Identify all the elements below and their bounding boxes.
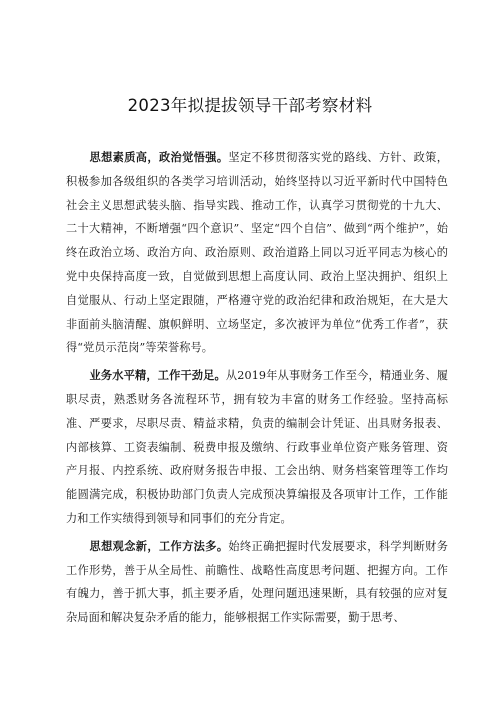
paragraph-lead: 思想观念新，工作方法多。 bbox=[89, 538, 229, 553]
paragraph-text: 坚定不移贯彻落实党的路线、方针、政策，积极参加各级组织的各类学习培训活动，始终坚持以习近平新时代中国特色社会主义思想武装头脑、指导实践、推动工作，认真学习贯彻党的十九大、二十大精神，不断增强“四个意识”、坚定“四个自信”、做到“两个维护”，始终在政治立场、政治方向、政治原则、政治道路上同以习近平同志为核心的党中央保持高度一致，自觉做到思想上高度认同、政治上坚决拥护、组织上自觉服从、行动上坚定跟随，严格遵守党的政治纪律和政治规矩，在大是大非面前头脑清醒、旗帜鲜明、立场坚定，多次被评为单位“优秀工作者”，获得“党员示范岗”等荣誉称号。 bbox=[66, 151, 449, 355]
paragraph-lead: 思想素质高，政治觉悟强。 bbox=[89, 150, 229, 164]
paragraph-working-methods bbox=[66, 535, 448, 630]
paragraph-professional-skill bbox=[66, 364, 448, 531]
paragraph-political-quality bbox=[66, 146, 448, 360]
paragraph-text: 始终正确把握时代发展要求，科学判断财务工作形势，善于从全局性、前瞻性、战略性高度思考问题、把握方向。工作有魄力，善于抓大事，抓主要矛盾，处理问题迅速果断，具有较强的应对复杂局面和解决复杂矛盾的能力，能够根据工作实际需要，勤于思考、 bbox=[66, 539, 449, 625]
document-body bbox=[66, 146, 448, 630]
paragraph-lead: 业务水平精，工作干劲足。 bbox=[89, 368, 226, 383]
document-title: 2023年拟提拔领导干部考察材料 bbox=[127, 96, 373, 115]
paragraph-text: 从2019年从事财务工作至今，精通业务、履职尽责，熟悉财务各流程环节，拥有较为丰富的财务工作经验。坚持高标准、严要求，尽职尽责、精益求精，负责的编制会计凭证、出具财务报表、内部核算、工资表编制、税费申报及缴纳、行政事业单位资产账务管理、资产月报、内控系统、政府财务报告申报、工会出纳、财务档案管理等工作均能圆满完成，积极协助部门负责人完成预决算编报及各项审计工作，工作能力和工作实绩得到领导和同事们的充分肯定。 bbox=[66, 369, 448, 525]
